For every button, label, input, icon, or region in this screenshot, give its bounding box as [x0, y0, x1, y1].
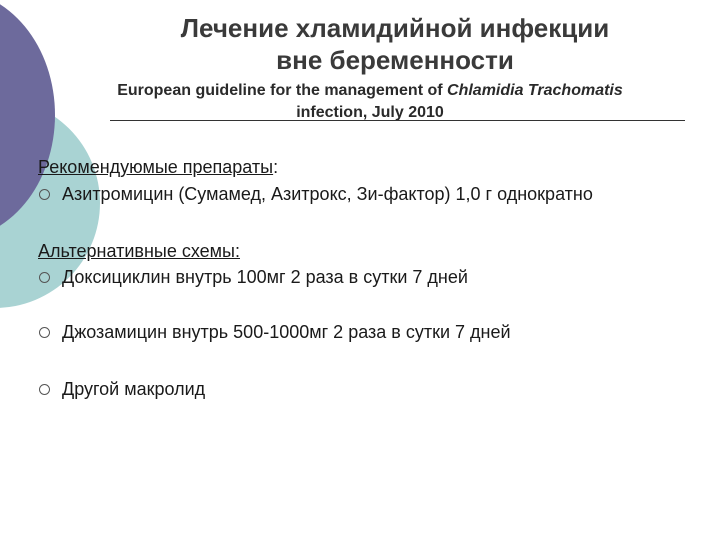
- guideline-source-line2: infection, July 2010: [296, 104, 444, 121]
- alternative-heading-label: Альтернативные схемы:: [38, 241, 240, 261]
- slide-title: [130, 12, 660, 76]
- slide-title-line2: вне беременности: [276, 45, 514, 75]
- recommended-heading-label: Рекомендуюмые препараты: [38, 157, 274, 177]
- guideline-source-line1: [40, 80, 700, 102]
- source-underline-rule: [110, 120, 685, 121]
- alternative-item: [38, 266, 468, 288]
- alternative-item-text: Джозамицин внутрь 500-1000мг 2 раза в сутки 7 дней: [62, 322, 511, 342]
- alternative-item-text: Доксициклин внутрь 100мг 2 раза в сутки 7 дней: [62, 267, 468, 287]
- bullet-circle-icon: [39, 189, 50, 200]
- alternative-item-text: Другой макролид: [62, 379, 206, 399]
- bullet-circle-icon: [39, 327, 50, 338]
- guideline-source-italic: Chlamidia Trachomatis: [447, 82, 623, 99]
- slide-title-line1: Лечение хламидийной инфекции: [180, 13, 610, 43]
- alternative-item: [38, 378, 205, 400]
- guideline-source: [40, 80, 700, 124]
- recommended-heading: [38, 156, 278, 178]
- alternative-item: [38, 321, 511, 343]
- bullet-circle-icon: [39, 384, 50, 395]
- guideline-source-text: European guideline for the management of: [117, 82, 448, 99]
- alternative-heading: [38, 240, 240, 262]
- recommended-item: [38, 183, 593, 205]
- recommended-item-text: Азитромицин (Сумамед, Азитрокс, Зи-фактор) 1,0 г однократно: [62, 184, 593, 204]
- recommended-heading-colon: :: [273, 157, 279, 177]
- bullet-circle-icon: [39, 272, 50, 283]
